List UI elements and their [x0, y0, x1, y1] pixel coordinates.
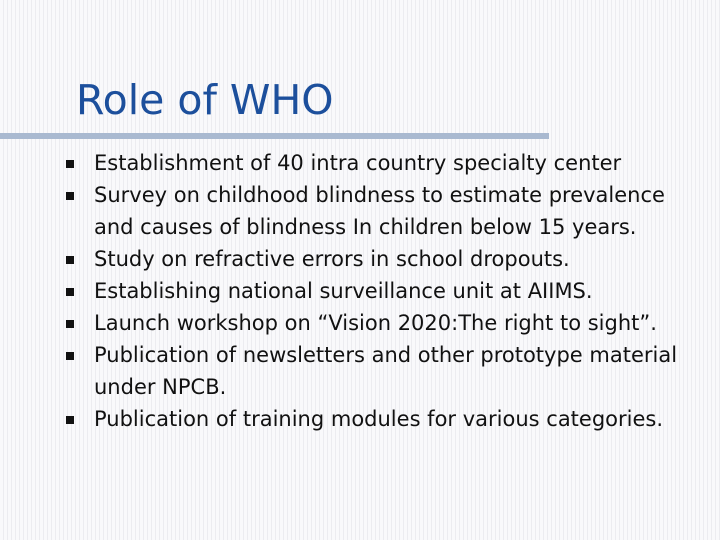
square-bullet-icon [66, 352, 74, 360]
slide-title: Role of WHO [76, 76, 334, 124]
bullet-text: Establishing national surveillance unit at AIIMS. [94, 279, 593, 303]
bullet-item [66, 339, 706, 403]
bullet-item [66, 147, 706, 179]
square-bullet-icon [66, 256, 74, 264]
bullet-text: Launch workshop on “Vision 2020:The right to sight”. [94, 311, 657, 335]
bullet-item [66, 275, 706, 307]
square-bullet-icon [66, 160, 74, 168]
bullet-item [66, 307, 706, 339]
bullet-item [66, 179, 706, 243]
bullet-text: Establishment of 40 intra country specialty center [94, 151, 622, 175]
square-bullet-icon [66, 416, 74, 424]
square-bullet-icon [66, 320, 74, 328]
bullet-text: Publication of newsletters and other prototype material under NPCB. [94, 343, 678, 399]
bullet-text: Publication of training modules for various categories. [94, 407, 664, 431]
title-underline-rule [0, 133, 549, 139]
bullet-item [66, 243, 706, 275]
bullet-item [66, 403, 706, 435]
bullet-text: Survey on childhood blindness to estimate prevalence and causes of blindness In children below 15 years. [94, 183, 665, 239]
square-bullet-icon [66, 288, 74, 296]
square-bullet-icon [66, 192, 74, 200]
bullet-list [66, 147, 706, 435]
bullet-text: Study on refractive errors in school dropouts. [94, 247, 570, 271]
